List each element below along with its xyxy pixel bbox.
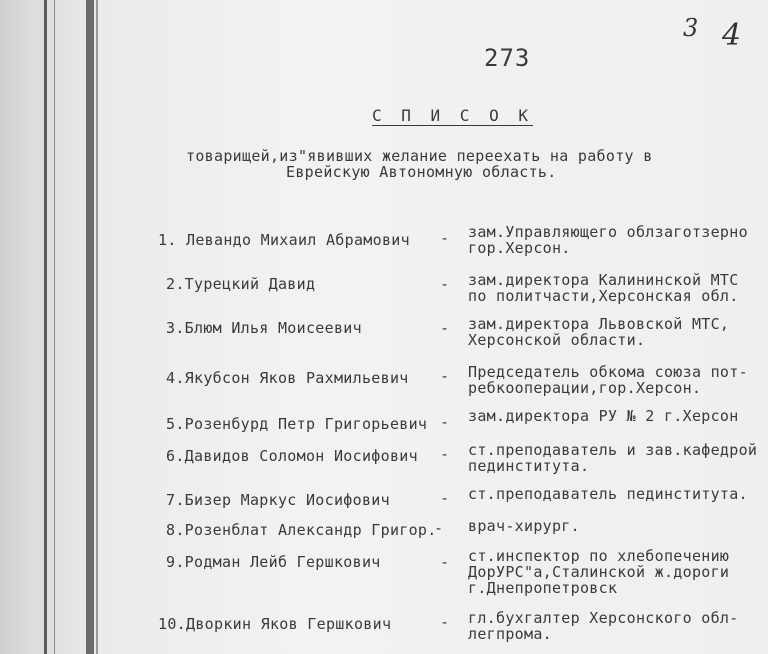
entry-dash: - [440, 489, 450, 507]
entry-name: 4.Якубсон Яков Рахмильевич [166, 369, 409, 387]
entry-dash: - [440, 445, 450, 463]
entry-description [468, 442, 757, 474]
entry-description-line: Председатель обкома союза пот- [468, 363, 748, 381]
entry-name: 10.Дворкин Яков Гершкович [158, 615, 392, 633]
entry-dash: - [440, 613, 450, 631]
entry-dash: - [434, 519, 444, 537]
entry-name: 8.Розенблат Александр Григор. [166, 521, 437, 539]
entry-description-line: ст.преподаватель и зав.кафедрой [468, 441, 758, 459]
entry-description-line: ст.инспектор по хлебопечению [468, 547, 730, 565]
binding-edge-line [44, 0, 47, 654]
binding-edge-line [96, 0, 98, 654]
entry-dash: - [440, 553, 450, 571]
entry-description [468, 364, 748, 396]
entry-description-line: пединститута. [468, 457, 590, 475]
entry-name: 3.Блюм Илья Моисеевич [166, 319, 362, 337]
entry-dash: - [440, 319, 450, 337]
entry-description-line: врач-хирург. [468, 517, 580, 535]
binding-edge-line [54, 0, 55, 654]
entry-dash: - [440, 275, 450, 293]
entry-dash: - [440, 413, 450, 431]
entry-name: 5.Розенбурд Петр Григорьевич [166, 415, 428, 433]
entry-name: 9.Родман Лейб Гершкович [166, 553, 381, 571]
entry-description-line: зам.директора Львовской МТС, [468, 315, 730, 333]
entry-description-line: по политчасти,Херсонская обл. [468, 287, 739, 305]
entry-description-line: г.Днепропетровск [468, 579, 618, 597]
entry-description-line: гл.бухгалтер Херсонского обл- [468, 609, 739, 627]
document-title: С П И С О К [372, 106, 533, 125]
entry-description [468, 548, 729, 596]
entry-description-line: зам.директора Калининской МТС [468, 271, 739, 289]
entry-description-line: ст.преподаватель пединститута. [468, 485, 748, 503]
handwritten-mark-3: 3 [683, 14, 699, 42]
entry-description [468, 610, 739, 642]
entry-description [468, 272, 739, 304]
handwritten-mark-4: 4 [722, 18, 742, 53]
entry-description [468, 408, 739, 424]
subtitle-line-1: товарищей,из"явивших желание переехать на работу в [186, 147, 653, 165]
entry-description-line: Херсонской области. [468, 331, 646, 349]
entry-name: 1. Левандо Михаил Абрамович [158, 231, 410, 249]
subtitle-line-2: Еврейскую Автономную область. [286, 163, 557, 181]
entry-name: 2.Турецкий Давид [166, 275, 316, 293]
entry-description-line: зам.директора РУ № 2 г.Херсон [468, 407, 739, 425]
entry-dash: - [440, 229, 450, 247]
entry-description-line: гор.Херсон. [468, 239, 571, 257]
entry-description-line: ДорУРС"а,Сталинской ж.дороги [468, 563, 730, 581]
entry-description-line: легпрома. [468, 625, 552, 643]
entry-name: 7.Бизер Маркус Иосифович [166, 491, 390, 509]
page-number: 273 [484, 44, 531, 72]
entry-description [468, 224, 748, 256]
entry-description [468, 316, 729, 348]
entry-name: 6.Давидов Соломон Иосифович [166, 447, 418, 465]
entry-description [468, 518, 580, 534]
entry-description-line: зам.Управляющего облзаготзерно [468, 223, 748, 241]
entry-description-line: ребкооперации,гор.Херсон. [468, 379, 702, 397]
binding-edge-line [86, 0, 94, 654]
entry-description [468, 486, 748, 502]
entry-dash: - [440, 367, 450, 385]
